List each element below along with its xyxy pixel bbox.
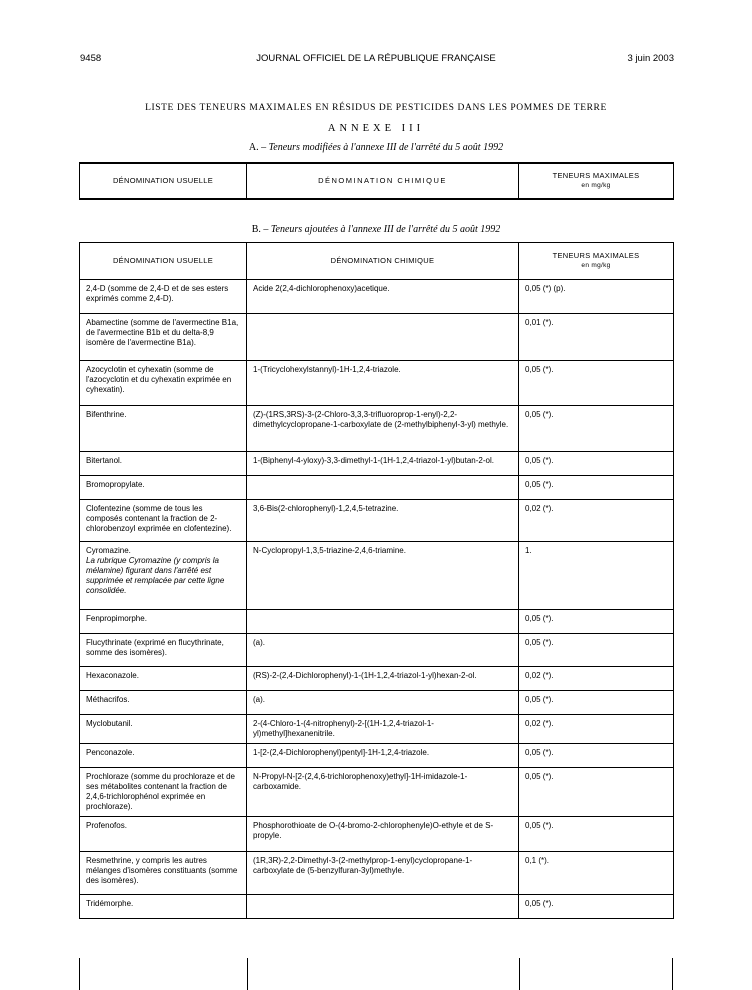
cell-chimique: (RS)-2-(2,4-Dichlorophenyl)-1-(1H-1,2,4-triazol-1-yl)hexan-2-ol. bbox=[247, 667, 519, 691]
table-row bbox=[80, 768, 674, 817]
cell-teneur: 0,02 (*). bbox=[519, 500, 674, 542]
cell-teneur: 0,05 (*). bbox=[519, 691, 674, 715]
cell-chimique: (1R,3R)-2,2-Dimethyl-3-(2-methylprop-1-enyl)cyclopropane-1-carboxylate de (5-benzylfuran-3yl)methyle. bbox=[247, 852, 519, 895]
usuelle-text: Azocyclotin et cyhexatin (somme de l'azocyclotin et du cyhexatin exprimée en cyhexatin). bbox=[86, 365, 232, 394]
cell-chimique: 1-(Tricyclohexylstannyl)-1H-1,2,4-triazole. bbox=[247, 361, 519, 406]
table-row bbox=[80, 542, 674, 610]
table-row bbox=[80, 715, 674, 744]
usuelle-text: Prochloraze (somme du prochloraze et de ses métabolites contenant la fraction de 2,4,6-trichlorophénol exprimée en prochloraze). bbox=[86, 772, 235, 811]
cell-teneur: 0,05 (*). bbox=[519, 817, 674, 852]
col-header-usuelle: DÉNOMINATION USUELLE bbox=[80, 163, 247, 199]
cell-teneur: 0,05 (*) (p). bbox=[519, 280, 674, 314]
cell-teneur: 0,05 (*). bbox=[519, 361, 674, 406]
section-a-prefix: A. – bbox=[248, 142, 269, 153]
table-row bbox=[80, 406, 674, 452]
cell-chimique: Acide 2(2,4-dichlorophenoxy)acetique. bbox=[247, 280, 519, 314]
table-row bbox=[80, 691, 674, 715]
usuelle-text: Myclobutanil. bbox=[86, 719, 133, 728]
cell-chimique: N-Propyl-N-[2-(2,4,6-trichlorophenoxy)ethyl]-1H-imidazole-1-carboxamide. bbox=[247, 768, 519, 817]
section-b-table bbox=[79, 242, 674, 919]
col-header-units: en mg/kg bbox=[581, 182, 611, 189]
col-header-teneurs-label: TENEURS MAXIMALES bbox=[552, 171, 640, 180]
usuelle-text: Abamectine (somme de l'avermectine B1a, de l'avermectine B1b et du delta-8,9 isomère de l'avermectine B1a). bbox=[86, 318, 239, 347]
cell-chimique: (a). bbox=[247, 691, 519, 715]
cell-usuelle bbox=[80, 476, 247, 500]
table-header-row bbox=[80, 243, 674, 280]
col-header-chimique: DÉNOMINATION CHIMIQUE bbox=[247, 243, 519, 280]
usuelle-text: Bitertanol. bbox=[86, 456, 123, 465]
cell-teneur: 0,1 (*). bbox=[519, 852, 674, 895]
cell-chimique: (Z)-(1RS,3RS)-3-(2-Chloro-3,3,3-trifluoroprop-1-enyl)-2,2-dimethylcyclopropane-1-carboxylate de (2-methylbiphenyl-3-yl) methyle. bbox=[247, 406, 519, 452]
journal-title: JOURNAL OFFICIEL DE LA RÉPUBLIQUE FRANÇAISE bbox=[256, 53, 496, 64]
cell-usuelle bbox=[80, 314, 247, 361]
cell-chimique: (a). bbox=[247, 634, 519, 667]
table-row bbox=[80, 280, 674, 314]
cell-teneur: 0,01 (*). bbox=[519, 314, 674, 361]
section-a-title: Teneurs modifiées à l'annexe III de l'arrêté du 5 août 1992 bbox=[268, 142, 504, 153]
cell-teneur: 1. bbox=[519, 542, 674, 610]
cell-usuelle bbox=[80, 406, 247, 452]
usuelle-text: 2,4-D (somme de 2,4-D et de ses esters exprimés comme 2,4-D). bbox=[86, 284, 229, 303]
cell-usuelle bbox=[80, 852, 247, 895]
usuelle-note: La rubrique Cyromazine (y compris la mélamine) figurant dans l'arrêté est supprimée et remplacée par cette ligne consolidée. bbox=[86, 556, 225, 595]
page-number: 9458 bbox=[80, 53, 102, 64]
table-row bbox=[80, 452, 674, 476]
col-header-teneurs bbox=[519, 243, 674, 280]
document-title: LISTE DES TENEURS MAXIMALES EN RÉSIDUS DE PESTICIDES DANS LES POMMES DE TERRE bbox=[145, 103, 607, 113]
section-a-table bbox=[79, 162, 674, 200]
cell-usuelle bbox=[80, 667, 247, 691]
table-header-row bbox=[80, 163, 674, 199]
cell-usuelle bbox=[80, 817, 247, 852]
usuelle-text: Flucythrinate (exprimé en flucythrinate, somme des isomères). bbox=[86, 638, 224, 657]
cell-usuelle bbox=[80, 500, 247, 542]
cell-teneur: 0,05 (*). bbox=[519, 634, 674, 667]
usuelle-text: Cyromazine. bbox=[86, 546, 131, 555]
cell-chimique: 2-(4-Chloro-1-(4-nitrophenyl)-2-[(1H-1,2,4-triazol-1-yl)methyl]hexanenitrile. bbox=[247, 715, 519, 744]
section-b-prefix: B. – bbox=[251, 224, 271, 235]
usuelle-text: Profenofos. bbox=[86, 821, 127, 830]
table-row bbox=[80, 500, 674, 542]
usuelle-text: Resmethrine, y compris les autres mélanges d'isomères constituants (somme des isomères). bbox=[86, 856, 238, 885]
cell-teneur: 0,05 (*). bbox=[519, 744, 674, 768]
col-header-teneurs-label: TENEURS MAXIMALES bbox=[552, 251, 640, 260]
cell-teneur: 0,05 (*). bbox=[519, 895, 674, 919]
cell-chimique bbox=[247, 314, 519, 361]
cell-teneur: 0,02 (*). bbox=[519, 667, 674, 691]
usuelle-text: Méthacrifos. bbox=[86, 695, 130, 704]
cell-teneur: 0,05 (*). bbox=[519, 768, 674, 817]
section-b-title: Teneurs ajoutées à l'annexe III de l'arrêté du 5 août 1992 bbox=[270, 224, 501, 235]
cell-chimique: 1-[2-(2,4-Dichlorophenyl)pentyl]-1H-1,2,4-triazole. bbox=[247, 744, 519, 768]
cell-teneur: 0,05 (*). bbox=[519, 406, 674, 452]
cell-teneur: 0,02 (*). bbox=[519, 715, 674, 744]
usuelle-text: Bromopropylate. bbox=[86, 480, 145, 489]
cell-teneur: 0,05 (*). bbox=[519, 452, 674, 476]
cell-usuelle bbox=[80, 542, 247, 610]
col-header-units: en mg/kg bbox=[581, 262, 611, 269]
table-row bbox=[80, 667, 674, 691]
cell-usuelle bbox=[80, 610, 247, 634]
table-row bbox=[80, 314, 674, 361]
col-header-usuelle: DÉNOMINATION USUELLE bbox=[80, 243, 247, 280]
cell-chimique bbox=[247, 895, 519, 919]
table-continuation bbox=[79, 958, 673, 990]
cell-usuelle bbox=[80, 691, 247, 715]
usuelle-text: Penconazole. bbox=[86, 748, 135, 757]
table-row bbox=[80, 744, 674, 768]
usuelle-text: Bifenthrine. bbox=[86, 410, 127, 419]
table-row bbox=[80, 610, 674, 634]
usuelle-text: Clofentezine (somme de tous les composés contenant la fraction de 2-chlorobenzoyl exprimée en clofentezine). bbox=[86, 504, 232, 533]
publication-date: 3 juin 2003 bbox=[627, 53, 674, 64]
cell-usuelle bbox=[80, 895, 247, 919]
usuelle-text: Fenpropimorphe. bbox=[86, 614, 147, 623]
table-row bbox=[80, 361, 674, 406]
cell-usuelle bbox=[80, 715, 247, 744]
cell-chimique: 1-(Biphenyl-4-yloxy)-3,3-dimethyl-1-(1H-1,2,4-triazol-1-yl)butan-2-ol. bbox=[247, 452, 519, 476]
cell-chimique: N-Cyclopropyl-1,3,5-triazine-2,4,6-triamine. bbox=[247, 542, 519, 610]
cell-chimique bbox=[247, 476, 519, 500]
cell-usuelle bbox=[80, 744, 247, 768]
col-header-chimique: DÉNOMINATION CHIMIQUE bbox=[247, 163, 519, 199]
cell-teneur: 0,05 (*). bbox=[519, 476, 674, 500]
cell-teneur: 0,05 (*). bbox=[519, 610, 674, 634]
section-b-heading bbox=[0, 224, 752, 235]
cell-usuelle bbox=[80, 361, 247, 406]
usuelle-text: Tridémorphe. bbox=[86, 899, 134, 908]
table-row bbox=[80, 852, 674, 895]
section-a-heading bbox=[0, 142, 752, 153]
cell-chimique: 3,6-Bis(2-chlorophenyl)-1,2,4,5-tetrazine. bbox=[247, 500, 519, 542]
cell-usuelle bbox=[80, 280, 247, 314]
usuelle-text: Hexaconazole. bbox=[86, 671, 139, 680]
cell-chimique: Phosphorothioate de O-(4-bromo-2-chlorophenyle)O-ethyle et de S-propyle. bbox=[247, 817, 519, 852]
cell-chimique bbox=[247, 610, 519, 634]
table-row bbox=[80, 895, 674, 919]
col-header-teneurs bbox=[519, 163, 674, 199]
table-row bbox=[80, 476, 674, 500]
cell-usuelle bbox=[80, 634, 247, 667]
cell-usuelle bbox=[80, 452, 247, 476]
table-row bbox=[80, 634, 674, 667]
annexe-heading: ANNEXE III bbox=[327, 123, 425, 134]
table-row bbox=[80, 817, 674, 852]
cell-usuelle bbox=[80, 768, 247, 817]
